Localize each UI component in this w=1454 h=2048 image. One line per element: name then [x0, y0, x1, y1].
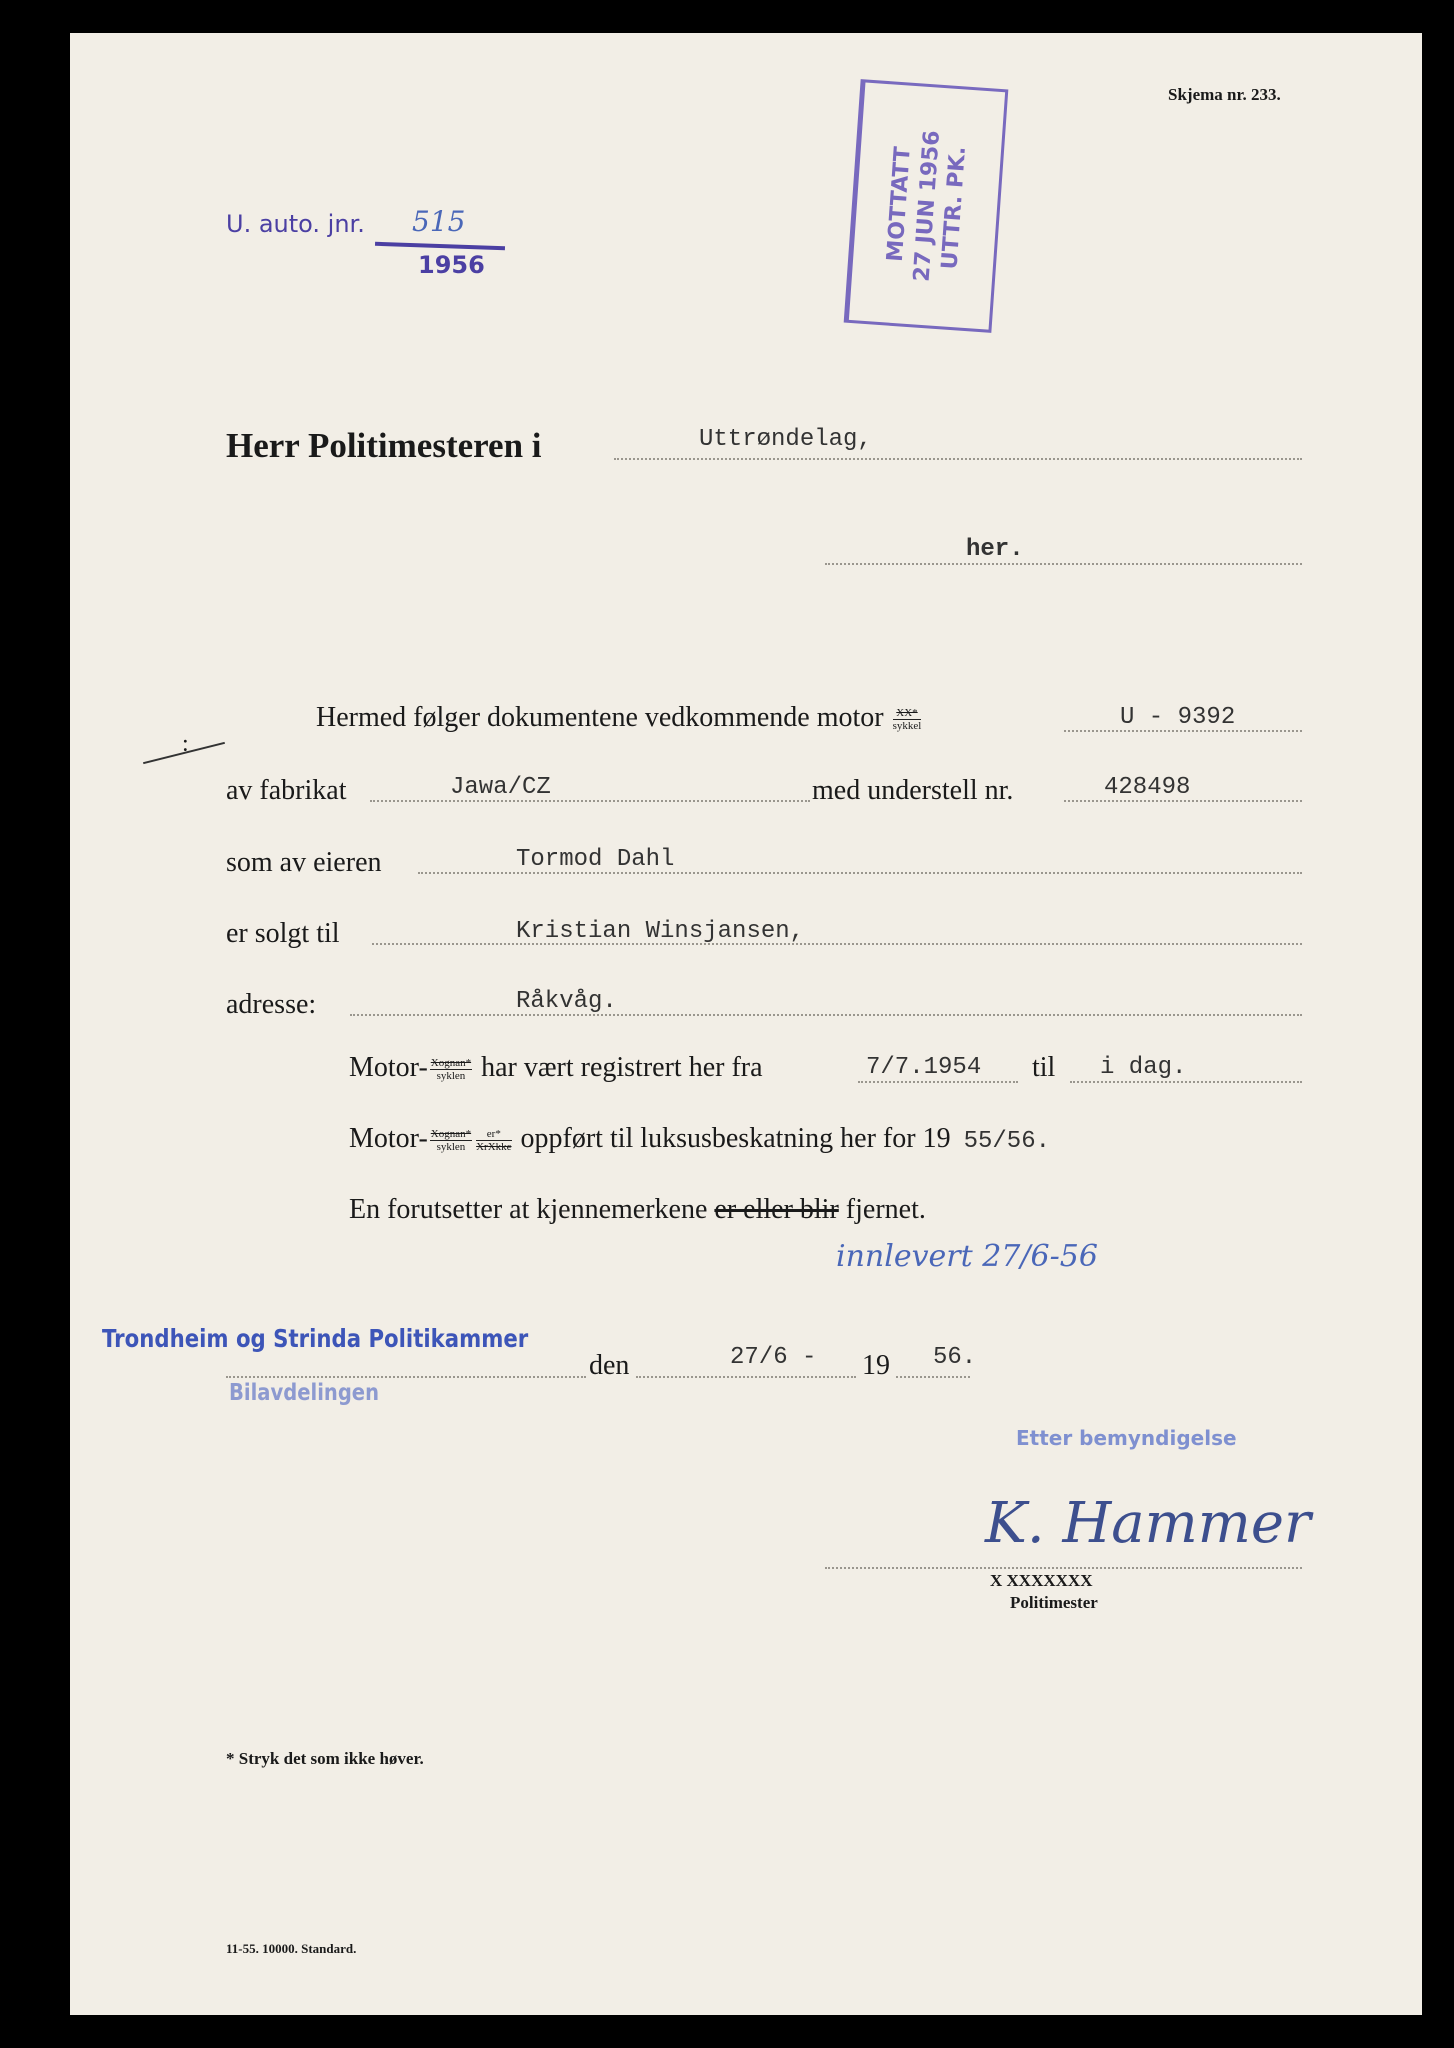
chassis-label: med understell nr.: [812, 775, 1014, 806]
stamp-line: 27 JUN 1956: [908, 129, 945, 283]
plates-line: [349, 1196, 926, 1224]
vehicle-type-fraction: [893, 707, 922, 732]
addressee-here: her.: [966, 536, 1024, 563]
dotted-line: [614, 458, 1302, 460]
authority-stamp: Etter bemyndigelse: [1016, 1426, 1237, 1450]
registered-line: [349, 1054, 763, 1082]
owner-label: som av eieren: [226, 847, 382, 878]
motor-prefix: Motor-: [349, 1052, 428, 1083]
dotted-line: [226, 1376, 586, 1378]
intro-label: Hermed følger dokumentene vedkommende motor: [316, 702, 884, 733]
footnote: * Stryk det som ikke høver.: [226, 1749, 424, 1768]
tax-text: oppført til luksusbeskatning her for 19: [520, 1123, 951, 1154]
make-value: Jawa/CZ: [450, 774, 551, 801]
dotted-line: [825, 1567, 1302, 1569]
document-page: [70, 33, 1422, 2015]
date-century: 19: [862, 1350, 890, 1381]
registered-from: 7/7.1954: [866, 1054, 982, 1081]
stamp-line: UTTR. PK.: [937, 145, 971, 271]
address-value: Råkvåg.: [516, 988, 617, 1015]
received-stamp: [844, 79, 1009, 333]
print-info: 11-55. 10000. Standard.: [226, 1941, 357, 1956]
address-label: adresse:: [226, 989, 317, 1020]
fraction-bottom: XrXkke: [476, 1141, 512, 1154]
dotted-line: [636, 1376, 856, 1378]
buyer-label: er solgt til: [226, 918, 340, 949]
date-den: den: [589, 1350, 630, 1381]
fraction-top: XX*: [893, 707, 922, 720]
signature: K. Hammer: [985, 1491, 1311, 1556]
addressee-label: Herr Politimesteren i: [226, 426, 542, 465]
registered-to: i dag.: [1100, 1054, 1187, 1081]
journal-number: 515: [412, 205, 466, 238]
plates-end: fjernet.: [845, 1194, 926, 1225]
plates-text: En forutsetter at kjennemerkene: [349, 1194, 708, 1225]
dotted-line: [858, 1081, 1018, 1083]
fraction-top: Xognan*: [430, 1127, 472, 1140]
motor-fraction: [430, 1057, 472, 1082]
owner-value: Tormod Dahl: [516, 846, 675, 873]
dotted-line: [372, 943, 1302, 945]
journal-year: 1956: [418, 251, 485, 279]
plates-struck: er eller blir: [714, 1194, 839, 1225]
dotted-line: [825, 563, 1302, 565]
motor-fraction: [430, 1128, 472, 1153]
registration-number: U - 9392: [1120, 704, 1236, 731]
office-stamp-name: Trondheim og Strinda Politikammer: [102, 1324, 529, 1353]
tax-year: 55/56.: [963, 1128, 1051, 1155]
er-fraction: [476, 1128, 511, 1153]
tax-line: [349, 1125, 1050, 1154]
title-struck: X XXXXXXX: [990, 1571, 1093, 1590]
dotted-line: [896, 1376, 970, 1378]
intro-text: [316, 704, 923, 732]
dotted-line: [350, 1014, 1302, 1016]
fraction-bottom: syklen: [436, 1141, 466, 1154]
signatory-title: Politimester: [1010, 1593, 1098, 1612]
stamp-line: MOTTATT: [882, 145, 916, 263]
office-stamp-department: Bilavdelingen: [229, 1380, 379, 1406]
handwritten-note: innlevert 27/6-56: [836, 1239, 1098, 1274]
margin-mark: :: [182, 731, 189, 757]
date-year: 56.: [933, 1344, 977, 1371]
til-label: til: [1032, 1052, 1056, 1083]
buyer-value: Kristian Winsjansen,: [516, 918, 805, 945]
journal-label: U. auto. jnr.: [226, 210, 365, 238]
dotted-line: [370, 800, 810, 802]
registered-text: har vært registrert her fra: [481, 1052, 763, 1083]
date-day: 27/6 -: [730, 1344, 817, 1371]
fraction-bottom: syklen: [436, 1070, 466, 1083]
make-label: av fabrikat: [226, 775, 347, 806]
fraction-top: Xognan*: [430, 1056, 472, 1069]
motor-prefix: Motor-: [349, 1123, 428, 1154]
form-number: Skjema nr. 233.: [1168, 85, 1281, 104]
fraction-top: er*: [476, 1128, 511, 1141]
fraction-bottom: sykkel: [892, 720, 922, 733]
chassis-value: 428498: [1104, 774, 1191, 801]
addressee-district: Uttrøndelag,: [699, 426, 872, 453]
dotted-line: [1070, 1081, 1302, 1083]
